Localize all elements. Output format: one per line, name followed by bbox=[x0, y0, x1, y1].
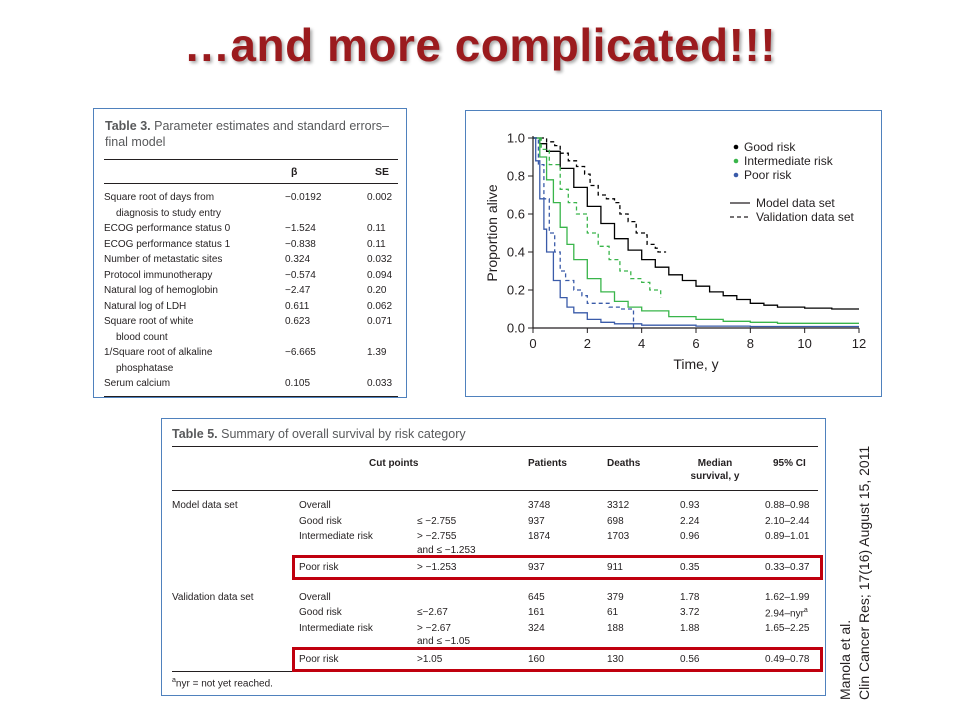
x-tick-label: 4 bbox=[638, 336, 646, 351]
table3-row-label-cont: diagnosis to study entry bbox=[116, 207, 222, 219]
table3-row-beta: 0.324 bbox=[285, 254, 311, 265]
table5-row-patients: 937 bbox=[528, 562, 545, 573]
table3-row-se: 0.094 bbox=[367, 269, 393, 281]
x-axis-title: Time, y bbox=[673, 356, 719, 372]
table5-row-median: 0.56 bbox=[680, 653, 700, 665]
intermediate-risk-validation-data-set-curve bbox=[533, 138, 661, 298]
slide-title: …and more complicated!!! bbox=[183, 19, 777, 71]
table5-row-cut-point: > −1.253 bbox=[417, 562, 457, 573]
table5-row-patients: 937 bbox=[528, 515, 545, 527]
y-tick-label: 0.2 bbox=[506, 282, 525, 298]
table5-row-ci: 0.89–1.01 bbox=[765, 531, 810, 542]
table5-row-patients: 1874 bbox=[528, 531, 551, 542]
legend-label: Good risk bbox=[744, 140, 796, 154]
table5-row-cut-point-cont: and ≤ −1.253 bbox=[417, 544, 476, 556]
legend-marker bbox=[734, 173, 739, 178]
x-tick-label: 12 bbox=[851, 336, 867, 351]
table5-row-median: 0.93 bbox=[680, 500, 700, 511]
table3-row-label: Protocol immunotherapy bbox=[104, 269, 213, 281]
table3-caption bbox=[105, 118, 400, 150]
table5-row-ci: 0.49–0.78 bbox=[765, 653, 810, 665]
highlight-box-validation-poor-risk bbox=[292, 647, 823, 672]
table5-row-ci: 1.65–2.25 bbox=[765, 622, 810, 634]
table5-panel bbox=[161, 418, 826, 696]
table5-row-cut-point: >1.05 bbox=[417, 653, 443, 665]
table5-caption-text: Summary of overall survival by risk category bbox=[221, 427, 466, 441]
table3-row-label: ECOG performance status 1 bbox=[104, 238, 231, 250]
table5-row-median: 1.88 bbox=[680, 622, 700, 634]
table5-row-patients: 161 bbox=[528, 607, 545, 618]
x-tick-label: 0 bbox=[529, 336, 537, 351]
x-tick-label: 6 bbox=[692, 336, 700, 351]
table3-row-se: 1.39 bbox=[367, 347, 387, 358]
table5-row-ci: 1.62–1.99 bbox=[765, 591, 810, 603]
highlight-box-model-poor-risk bbox=[292, 555, 823, 580]
table5-row-deaths: 698 bbox=[607, 515, 624, 527]
table5-header-patients: Patients bbox=[528, 458, 567, 469]
table3-row-label: 1/Square root of alkaline bbox=[104, 347, 213, 358]
table3-header-rule bbox=[104, 183, 398, 184]
x-tick-label: 2 bbox=[583, 336, 591, 351]
table3-row-beta: −0.838 bbox=[285, 238, 316, 250]
table5-row-category: Good risk bbox=[299, 515, 342, 527]
table5-row-deaths: 130 bbox=[607, 653, 624, 665]
table5-row-ci: 0.88–0.98 bbox=[765, 500, 810, 511]
table5-row-category: Overall bbox=[299, 500, 331, 511]
table3-row-se: 0.20 bbox=[367, 285, 387, 296]
table5-row-ci: 2.10–2.44 bbox=[765, 515, 810, 527]
table5-row-cut-point: > −2.67 bbox=[417, 622, 451, 634]
table3-row-beta: −6.665 bbox=[285, 347, 316, 358]
table3-row-beta: 0.623 bbox=[285, 316, 311, 327]
table5-caption-number: Table 5. bbox=[172, 427, 218, 441]
legend-label: Model data set bbox=[756, 196, 835, 210]
table5-row-median: 3.72 bbox=[680, 607, 700, 618]
table3-bottom-rule bbox=[104, 396, 398, 397]
y-tick-label: 0.8 bbox=[506, 168, 525, 184]
table3-header-se: SE bbox=[375, 166, 390, 178]
survival-chart bbox=[466, 111, 881, 396]
table5-row-cut-point: ≤−2.67 bbox=[417, 607, 448, 618]
table3-row-beta: −2.47 bbox=[285, 285, 311, 296]
table3-row-label: Square root of white bbox=[104, 316, 194, 327]
table5-header-median-line1: Median bbox=[697, 458, 733, 469]
table3-row-beta: −1.524 bbox=[285, 223, 316, 234]
table5-row-cut-point: > −2.755 bbox=[417, 531, 457, 542]
table3-row-beta: −0.574 bbox=[285, 269, 316, 281]
table3-row-label-cont: phosphatase bbox=[116, 362, 174, 374]
x-tick-label: 10 bbox=[797, 336, 812, 351]
table5-row-deaths: 379 bbox=[607, 591, 624, 603]
citation-authors: Manola et al. bbox=[837, 619, 853, 700]
table3-row-beta: 0.611 bbox=[285, 300, 310, 312]
table3-row-beta: 0.105 bbox=[285, 378, 311, 389]
table3-row-se: 0.002 bbox=[367, 192, 393, 203]
table5-row-cut-point: ≤ −2.755 bbox=[417, 515, 457, 527]
table5-row-patients: 3748 bbox=[528, 500, 551, 511]
survival-chart-panel bbox=[465, 110, 882, 397]
table5-header-deaths: Deaths bbox=[607, 458, 641, 469]
table5-row-category: Good risk bbox=[299, 607, 342, 618]
legend-label: Validation data set bbox=[756, 210, 854, 224]
table5-row-category: Poor risk bbox=[299, 562, 339, 573]
table3-header-beta: β bbox=[291, 166, 298, 178]
table5-row-patients: 645 bbox=[528, 591, 545, 603]
table3-row-se: 0.062 bbox=[367, 300, 393, 312]
table3-row-se: 0.071 bbox=[367, 316, 393, 327]
table5-row-patients: 324 bbox=[528, 622, 545, 634]
table5-top-rule bbox=[172, 446, 818, 447]
table3-panel bbox=[93, 108, 407, 398]
table3-row-se: 0.11 bbox=[367, 223, 386, 234]
y-tick-label: 0.4 bbox=[506, 244, 525, 260]
table5-row-median: 0.35 bbox=[680, 562, 700, 573]
table3-top-rule bbox=[104, 159, 398, 160]
table3-row-label: Square root of days from bbox=[104, 192, 215, 203]
citation bbox=[836, 400, 874, 700]
legend-label: Intermediate risk bbox=[744, 154, 833, 168]
table3-row-label: Natural log of hemoglobin bbox=[104, 285, 218, 296]
citation-journal: Clin Cancer Res; 17(16) August 15, 2011 bbox=[856, 445, 872, 700]
table3-row-label: Serum calcium bbox=[104, 378, 171, 389]
table5-row-category: Poor risk bbox=[299, 653, 339, 665]
y-axis-title: Proportion alive bbox=[484, 184, 500, 282]
table5-header-cut-points: Cut points bbox=[369, 458, 419, 469]
table5-caption bbox=[172, 427, 466, 441]
y-tick-label: 0.6 bbox=[506, 206, 525, 222]
table5-row-deaths: 3312 bbox=[607, 500, 630, 511]
table5-row-patients: 160 bbox=[528, 653, 545, 665]
table5-ci-footnote-marker: a bbox=[803, 607, 808, 614]
table5-row-median: 2.24 bbox=[680, 515, 700, 527]
table5-header-median bbox=[680, 457, 750, 483]
table5-row-category: Overall bbox=[299, 591, 331, 603]
table3-row-label: ECOG performance status 0 bbox=[104, 223, 231, 234]
table3-row-se: 0.11 bbox=[367, 238, 386, 250]
table5-row-category: Intermediate risk bbox=[299, 622, 373, 634]
table5-row-deaths: 1703 bbox=[607, 531, 630, 542]
table3-row-se: 0.032 bbox=[367, 254, 393, 265]
legend-marker bbox=[734, 145, 739, 150]
table3-row-label-cont: blood count bbox=[116, 331, 168, 343]
table5-row-ci: 0.33–0.37 bbox=[765, 562, 810, 573]
table3-caption-text: Parameter estimates and standard errors–final model bbox=[105, 119, 389, 149]
y-tick-label: 1.0 bbox=[506, 130, 525, 146]
table5-row-deaths: 188 bbox=[607, 622, 624, 634]
table5-header-median-line2: survival, y bbox=[690, 471, 740, 482]
legend-label: Poor risk bbox=[744, 168, 792, 182]
table5-group-label: Validation data set bbox=[172, 591, 254, 603]
table5-row-median: 1.78 bbox=[680, 591, 700, 603]
table3-row-label: Natural log of LDH bbox=[104, 300, 187, 312]
table5-footnote bbox=[172, 677, 273, 689]
y-tick-label: 0.0 bbox=[506, 320, 525, 336]
x-tick-label: 8 bbox=[746, 336, 754, 351]
table5-row-category: Intermediate risk bbox=[299, 531, 373, 542]
legend-marker bbox=[734, 159, 739, 164]
table5-row-cut-point-cont: and ≤ −1.05 bbox=[417, 636, 471, 647]
table5-header-rule bbox=[172, 490, 818, 491]
table3-row-se: 0.033 bbox=[367, 378, 393, 389]
table5-footnote-text: nyr = not yet reached. bbox=[175, 678, 273, 690]
table5-row-ci: 2.94–nyr$^a$ bbox=[765, 607, 808, 620]
table5-row-median: 0.96 bbox=[680, 531, 700, 542]
table5-footnote-marker: a bbox=[172, 677, 176, 684]
table3-row-label: Number of metastatic sites bbox=[104, 254, 223, 265]
table5-header-ci: 95% CI bbox=[773, 458, 806, 469]
table3-row-beta: −0.0192 bbox=[285, 192, 322, 203]
table3-caption-number: Table 3. bbox=[105, 119, 151, 133]
table5-row-deaths: 911 bbox=[607, 562, 623, 573]
table5-row-deaths: 61 bbox=[607, 607, 619, 618]
table5-group-label: Model data set bbox=[172, 500, 238, 511]
